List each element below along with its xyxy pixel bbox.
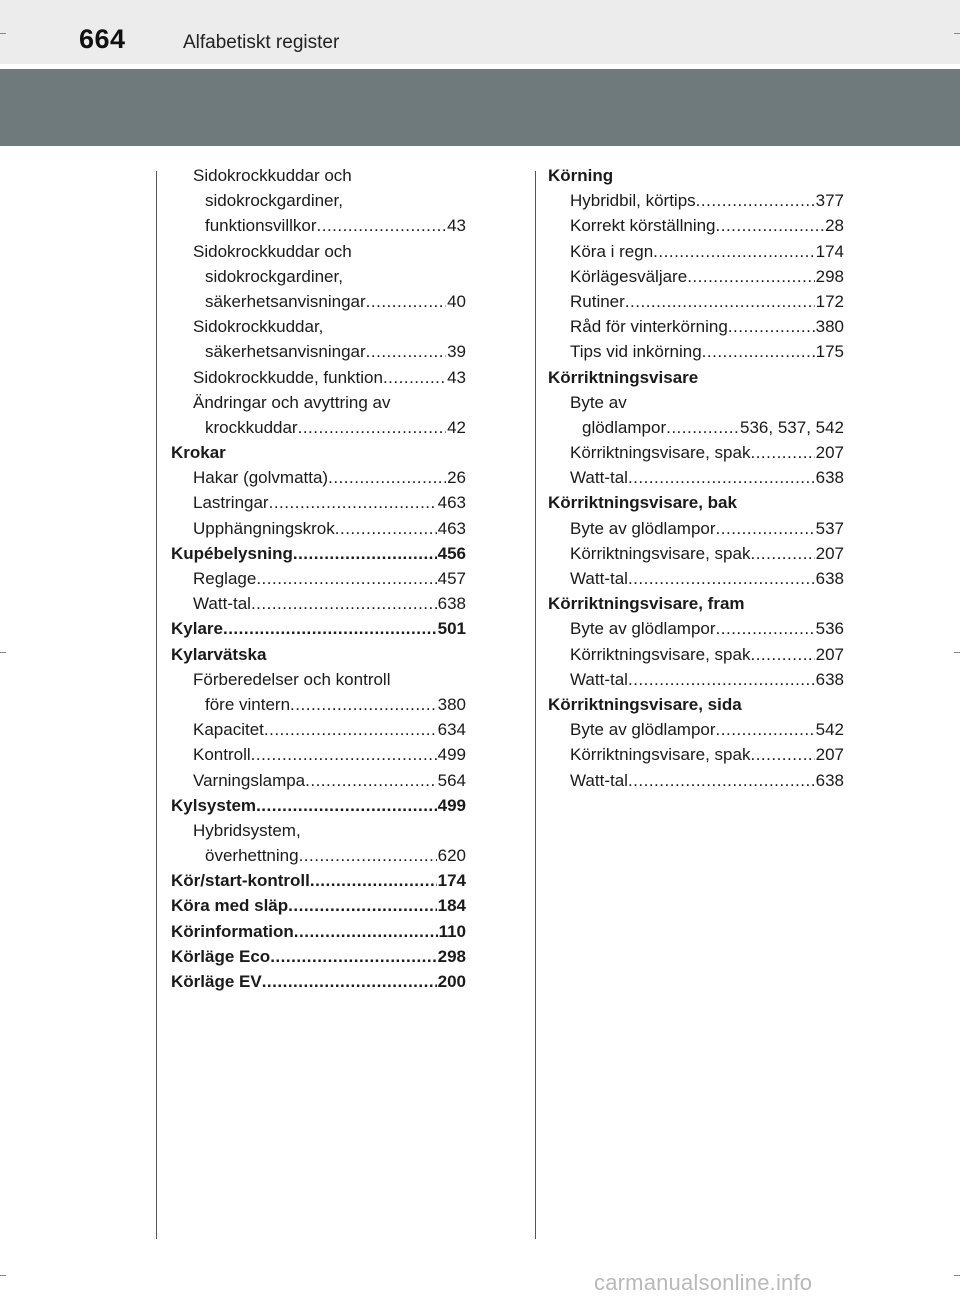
dot-leader: [628, 465, 815, 490]
index-entry-line: [548, 490, 844, 515]
index-entry: [548, 490, 844, 515]
index-term: Kylsystem: [171, 795, 257, 815]
index-term: Watt-tal: [570, 569, 628, 588]
index-entry: [171, 566, 466, 591]
dot-leader: [628, 566, 815, 591]
index-term: Watt-tal: [570, 468, 628, 488]
index-term: Watt-tal: [570, 669, 628, 689]
index-entry-line: [205, 213, 466, 238]
index-term: Körlägesväljare: [570, 266, 688, 286]
index-entry: [548, 163, 844, 188]
index-entry-line: [205, 339, 466, 364]
index-entry-line: [570, 213, 844, 238]
index-page-ref: 42: [447, 417, 466, 437]
index-term: Watt-tal: [193, 594, 251, 614]
index-page-ref: 634: [437, 720, 466, 740]
dot-leader: [335, 516, 437, 541]
index-page-ref: 377: [815, 191, 844, 211]
index-entry-line: [193, 591, 466, 616]
index-entry: [548, 289, 844, 314]
index-term: Watt-tal: [570, 770, 628, 790]
index-term: Sidokrockkuddar,: [193, 317, 324, 337]
dot-leader: [270, 944, 436, 969]
dot-leader: [299, 843, 437, 868]
index-entry-line: [171, 868, 466, 893]
index-term: Rutiner: [570, 291, 625, 311]
index-term: Korrekt körställning: [570, 216, 716, 236]
index-term: överhettning: [205, 846, 299, 866]
index-entry: [171, 213, 466, 238]
index-entry: [548, 692, 844, 717]
index-entry-line: [582, 415, 844, 440]
index-entry-line: [570, 465, 844, 490]
index-page-ref: 200: [437, 972, 466, 991]
index-entry: [171, 768, 466, 793]
dot-leader: [750, 541, 814, 566]
index-entry-line: [205, 843, 466, 868]
index-entry: [548, 516, 844, 541]
dot-leader: [653, 239, 814, 264]
index-entry: [548, 390, 844, 415]
index-term: Varningslampa: [193, 770, 306, 790]
index-page-ref: 26: [447, 468, 466, 488]
index-term: Reglage: [193, 569, 257, 588]
index-entry: [171, 163, 466, 188]
index-page-ref: 537: [815, 518, 844, 538]
crop-mark: [954, 33, 960, 34]
index-page-ref: 298: [815, 266, 844, 286]
dot-leader: [223, 616, 437, 641]
index-page-ref: 463: [437, 493, 466, 513]
dot-leader: [290, 692, 437, 717]
index-term: Körriktningsvisare, spak: [570, 644, 751, 664]
index-entry-line: [570, 541, 844, 566]
index-term: Körinformation: [171, 921, 294, 941]
dot-leader: [264, 717, 437, 742]
index-entry-line: [570, 440, 844, 465]
dot-leader: [728, 314, 815, 339]
page-number: 664: [79, 24, 126, 54]
index-entry: [548, 339, 844, 364]
index-entry: [171, 591, 466, 616]
index-page-ref: 456: [437, 543, 466, 563]
index-entry: [548, 213, 844, 238]
index-page-ref: 207: [815, 443, 844, 463]
dot-leader: [305, 768, 436, 793]
index-entry-line: [570, 742, 844, 767]
index-entry: [171, 868, 466, 893]
index-entry: [171, 642, 466, 667]
dot-leader: [251, 742, 437, 767]
index-term: Förberedelser och kontroll: [193, 669, 391, 689]
index-entry-line: [548, 692, 844, 717]
index-entry-line: [171, 616, 466, 641]
index-term: Ändringar och avyttring av: [193, 392, 391, 412]
index-term: glödlampor: [582, 417, 667, 437]
index-term: Körriktningsvisare: [548, 367, 699, 387]
page-header: [0, 0, 960, 64]
index-entry-line: [193, 365, 466, 390]
index-entry-line: [570, 566, 844, 591]
index-entry-line: [171, 440, 466, 465]
index-page-ref: 28: [825, 216, 844, 236]
index-page-ref: 638: [815, 770, 844, 790]
index-term: säkerhetsanvisningar: [205, 342, 366, 362]
index-term: Kontroll: [193, 745, 251, 765]
index-entry-line: [570, 314, 844, 339]
index-page-ref: 184: [437, 896, 466, 916]
index-page-ref: 638: [815, 468, 844, 488]
index-page-ref: 40: [447, 291, 466, 311]
crop-mark: [0, 1275, 6, 1276]
index-term: Kör/start-kontroll: [171, 871, 310, 891]
index-entry-line: [193, 667, 466, 692]
index-column-right: [548, 163, 844, 793]
dot-leader: [310, 868, 437, 893]
index-entry: [171, 365, 466, 390]
index-term: Byte av: [570, 392, 627, 412]
index-term: sidokrockgardiner,: [205, 266, 343, 286]
index-entry-line: [193, 768, 466, 793]
dot-leader: [750, 742, 814, 767]
index-term: Upphängningskrok: [193, 518, 335, 538]
index-entry: [171, 843, 466, 868]
index-entry-line: [193, 390, 466, 415]
index-entry-line: [205, 415, 466, 440]
dot-leader: [750, 642, 814, 667]
index-term: Byte av glödlampor: [570, 619, 716, 639]
dot-leader: [317, 213, 447, 238]
index-term: Körning: [548, 166, 614, 185]
dot-leader: [716, 516, 815, 541]
index-entry-line: [205, 289, 466, 314]
index-term: Körläge Eco: [171, 946, 271, 966]
index-term: Körriktningsvisare, sida: [548, 694, 742, 714]
dot-leader: [256, 793, 437, 818]
index-entry-line: [193, 742, 466, 767]
index-entry-line: [570, 390, 844, 415]
index-page-ref: 542: [815, 720, 844, 740]
index-entry: [548, 365, 844, 390]
index-term: sidokrockgardiner,: [205, 191, 343, 211]
index-entry: [171, 188, 466, 213]
index-page-ref: 638: [815, 569, 844, 588]
index-page-ref: 499: [437, 795, 466, 815]
index-term: Körläge EV: [171, 972, 262, 991]
index-page-ref: 43: [447, 367, 466, 387]
index-entry-line: [171, 793, 466, 818]
dot-leader: [288, 893, 436, 918]
dot-leader: [366, 339, 446, 364]
index-page-ref: 499: [437, 745, 466, 765]
crop-mark: [0, 33, 6, 34]
index-entry: [171, 314, 466, 339]
index-entry-line: [193, 566, 466, 591]
index-term: Kapacitet: [193, 720, 264, 740]
index-term: Köra i regn: [570, 241, 654, 261]
left-column-rule: [156, 171, 157, 1239]
index-page-ref: 207: [815, 543, 844, 563]
dot-leader: [628, 768, 815, 793]
dot-leader: [298, 415, 446, 440]
index-entry: [171, 742, 466, 767]
index-entry: [548, 642, 844, 667]
index-term: Lastringar: [193, 493, 269, 513]
index-entry: [548, 440, 844, 465]
dot-leader: [256, 566, 436, 591]
index-page-ref: 43: [447, 216, 466, 236]
index-entry: [171, 339, 466, 364]
index-page-ref: 638: [815, 669, 844, 689]
dot-leader: [628, 667, 815, 692]
index-entry: [171, 793, 466, 818]
index-page-ref: 536: [815, 619, 844, 639]
index-entry-line: [570, 339, 844, 364]
right-column-rule: [535, 171, 536, 1239]
index-term: Hakar (golvmatta): [193, 468, 329, 488]
index-entry: [171, 944, 466, 969]
index-entry: [171, 616, 466, 641]
dot-leader: [716, 717, 815, 742]
crop-mark: [0, 652, 6, 653]
index-entry: [548, 314, 844, 339]
index-entry-line: [570, 717, 844, 742]
index-entry-line: [570, 289, 844, 314]
index-entry-line: [205, 188, 466, 213]
index-page-ref: 536, 537, 542: [740, 417, 844, 437]
index-entry-line: [171, 893, 466, 918]
index-entry-line: [171, 944, 466, 969]
index-page-ref: 172: [815, 291, 844, 311]
dot-leader: [716, 616, 815, 641]
watermark-text: carmanualsonline.info: [594, 1270, 813, 1295]
index-term: Kylarvätska: [171, 644, 267, 664]
index-entry: [171, 818, 466, 843]
index-entry: [548, 239, 844, 264]
index-entry: [548, 667, 844, 692]
index-page-ref: 620: [437, 846, 466, 866]
index-entry-line: [548, 163, 844, 188]
index-entry: [171, 667, 466, 692]
index-entry-line: [570, 768, 844, 793]
index-page-ref: 380: [815, 317, 844, 337]
index-term: Sidokrockkuddar och: [193, 166, 352, 185]
index-term: Kylare: [171, 619, 223, 639]
index-entry-line: [193, 465, 466, 490]
index-term: Köra med släp: [171, 896, 289, 916]
dot-leader: [702, 339, 815, 364]
index-entry: [171, 919, 466, 944]
index-entry: [171, 239, 466, 264]
index-page-ref: 564: [437, 770, 466, 790]
index-term: Körriktningsvisare, spak: [570, 745, 751, 765]
index-term: Sidokrockkudde, funktion: [193, 367, 383, 387]
index-page-ref: 501: [437, 619, 466, 639]
index-page-ref: 174: [815, 241, 844, 261]
crop-mark: [954, 1275, 960, 1276]
index-entry: [171, 289, 466, 314]
index-entry-line: [171, 919, 466, 944]
index-entry: [548, 742, 844, 767]
index-entry-line: [570, 516, 844, 541]
index-entry: [548, 465, 844, 490]
index-term: Byte av glödlampor: [570, 720, 716, 740]
index-entry-line: [171, 969, 466, 994]
index-entry-line: [570, 239, 844, 264]
dot-leader: [666, 415, 739, 440]
index-entry-line: [548, 365, 844, 390]
index-page-ref: 207: [815, 644, 844, 664]
dot-leader: [625, 289, 815, 314]
dot-leader: [383, 365, 446, 390]
index-term: Körriktningsvisare, spak: [570, 443, 751, 463]
dot-leader: [366, 289, 446, 314]
index-entry-line: [171, 541, 466, 566]
index-entry: [171, 516, 466, 541]
index-page-ref: 110: [438, 921, 466, 941]
index-entry: [171, 893, 466, 918]
index-term: Kupébelysning: [171, 543, 293, 563]
index-entry: [548, 717, 844, 742]
index-term: funktionsvillkor: [205, 216, 317, 236]
index-entry: [548, 541, 844, 566]
index-entry: [171, 415, 466, 440]
index-page-ref: 175: [815, 342, 844, 362]
index-entry: [171, 969, 466, 994]
index-term: Körriktningsvisare, bak: [548, 493, 737, 513]
index-entry: [171, 390, 466, 415]
index-entry-line: [193, 239, 466, 264]
index-term: Tips vid inkörning: [570, 342, 702, 362]
index-entry-line: [205, 264, 466, 289]
index-term: Körriktningsvisare, spak: [570, 543, 751, 563]
index-entry-line: [570, 616, 844, 641]
index-entry-line: [193, 717, 466, 742]
index-entry: [548, 591, 844, 616]
index-term: före vintern: [205, 694, 291, 714]
index-entry-line: [193, 490, 466, 515]
dot-leader: [687, 264, 814, 289]
index-entry: [548, 415, 844, 440]
index-page-ref: 39: [447, 342, 466, 362]
index-term: Råd för vinterkörning: [570, 317, 728, 337]
dot-leader: [328, 465, 446, 490]
index-page-ref: 174: [437, 871, 466, 891]
dot-leader: [750, 440, 814, 465]
index-entry-line: [193, 163, 466, 188]
index-term: krockkuddar: [205, 417, 298, 437]
index-term: Krokar: [171, 443, 226, 463]
dot-leader: [262, 969, 437, 994]
index-term: Hybridbil, körtips: [570, 191, 696, 211]
index-entry-line: [570, 667, 844, 692]
index-entry-line: [193, 516, 466, 541]
index-entry: [548, 188, 844, 213]
dot-leader: [696, 188, 815, 213]
index-term: Byte av glödlampor: [570, 518, 716, 538]
index-entry: [548, 264, 844, 289]
index-page-ref: 463: [437, 518, 466, 538]
index-term: Sidokrockkuddar och: [193, 241, 352, 261]
index-column-left: [171, 163, 466, 994]
index-entry-line: [193, 314, 466, 339]
dot-leader: [251, 591, 437, 616]
index-entry-line: [570, 642, 844, 667]
index-page-ref: 380: [437, 694, 466, 714]
index-page-ref: 298: [437, 946, 466, 966]
index-term: Hybridsystem,: [193, 820, 301, 840]
index-entry-line: [193, 818, 466, 843]
index-entry: [548, 768, 844, 793]
index-entry: [171, 541, 466, 566]
dot-leader: [293, 541, 437, 566]
index-entry-line: [570, 264, 844, 289]
index-entry: [171, 717, 466, 742]
index-entry-line: [570, 188, 844, 213]
dot-leader: [269, 490, 437, 515]
index-entry-line: [548, 591, 844, 616]
index-entry: [171, 490, 466, 515]
index-entry: [171, 692, 466, 717]
index-entry-line: [171, 642, 466, 667]
index-page-ref: 207: [815, 745, 844, 765]
index-entry-line: [205, 692, 466, 717]
section-band: [0, 69, 960, 146]
index-entry: [171, 264, 466, 289]
index-entry: [171, 465, 466, 490]
index-entry: [548, 616, 844, 641]
index-page-ref: 457: [437, 569, 466, 588]
index-entry: [548, 566, 844, 591]
dot-leader: [294, 919, 438, 944]
index-term: säkerhetsanvisningar: [205, 291, 366, 311]
index-page-ref: 638: [437, 594, 466, 614]
index-term: Körriktningsvisare, fram: [548, 594, 745, 614]
index-entry: [171, 440, 466, 465]
dot-leader: [716, 213, 825, 238]
crop-mark: [954, 652, 960, 653]
chapter-title: Alfabetiskt register: [183, 32, 340, 53]
